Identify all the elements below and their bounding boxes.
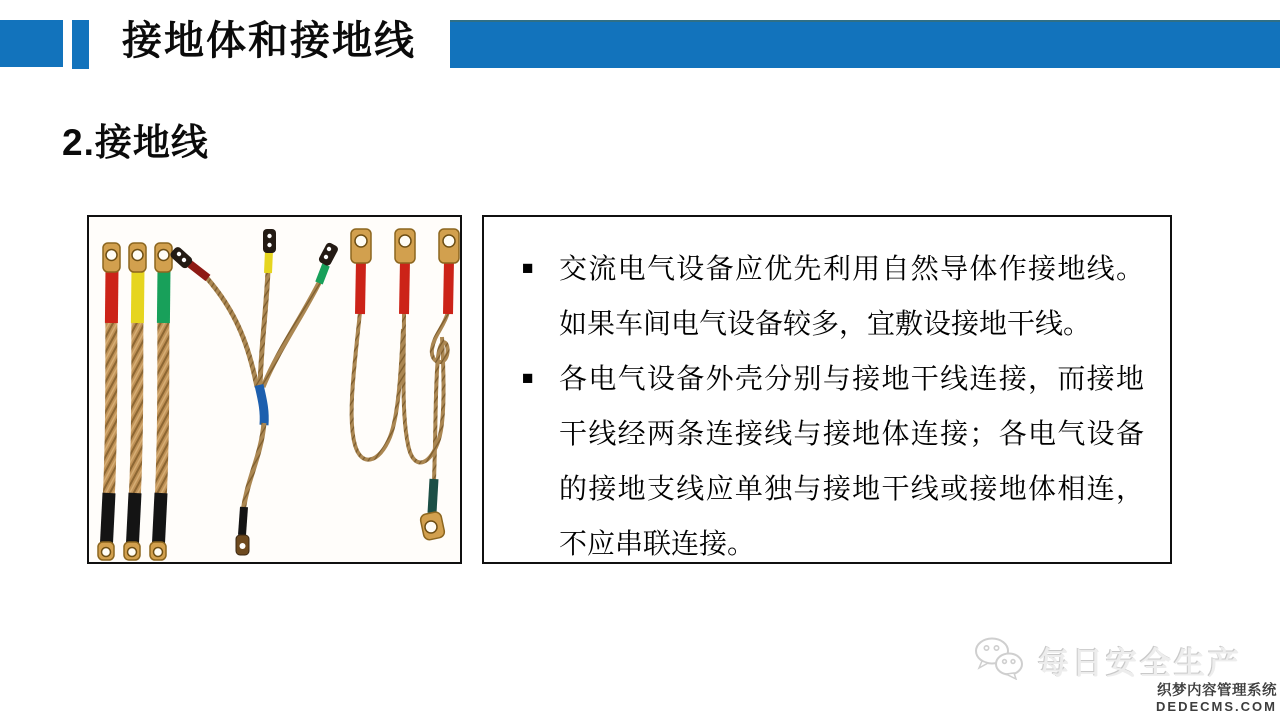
bullet-text: 各电气设备外壳分别与接地干线连接，而接地干线经两条连接线与接地体连接；各电气设备的接地支线应单独与接地干线或接地体相连，不应串联连接。: [559, 363, 1144, 559]
dark-terminal-icon: [236, 535, 249, 555]
cms-watermark: [1156, 683, 1277, 715]
wechat-chat-bubbles-icon: [972, 636, 1028, 685]
bullet-item: [522, 241, 1144, 351]
title-accent-block: [0, 20, 63, 67]
grounding-wires-illustration: [89, 217, 460, 562]
bullet-item: [522, 351, 1144, 571]
content-text-box: [482, 215, 1172, 564]
square-bullet-icon: ■: [522, 258, 534, 279]
copper-lug-icon: [420, 511, 446, 541]
bullet-text: 交流电气设备应优先利用自然导体作接地线。如果车间电气设备较多，宜敷设接地干线。: [559, 253, 1144, 339]
title-accent-bar: [72, 20, 89, 69]
grounding-wires-photo: [87, 215, 462, 564]
section-heading: 2.接地线: [62, 122, 209, 163]
copper-lug-icon: [98, 542, 166, 560]
looped-harness-group: [351, 229, 459, 541]
copper-lug-icon: [103, 243, 172, 272]
brand-watermark: [972, 636, 1242, 685]
branch-harness-group: [169, 229, 340, 555]
brand-watermark-text: 每日安全生产: [1038, 646, 1242, 681]
square-bullet-icon: ■: [522, 368, 534, 389]
straight-jumper-group: [98, 243, 172, 560]
slide-title: 接地体和接地线: [122, 19, 416, 63]
cms-watermark-line1: 织梦内容管理系统: [1157, 683, 1277, 699]
header-band: [450, 20, 1280, 68]
copper-lug-icon: [351, 229, 459, 263]
cms-watermark-line2: DEDECMS.COM: [1156, 699, 1277, 714]
